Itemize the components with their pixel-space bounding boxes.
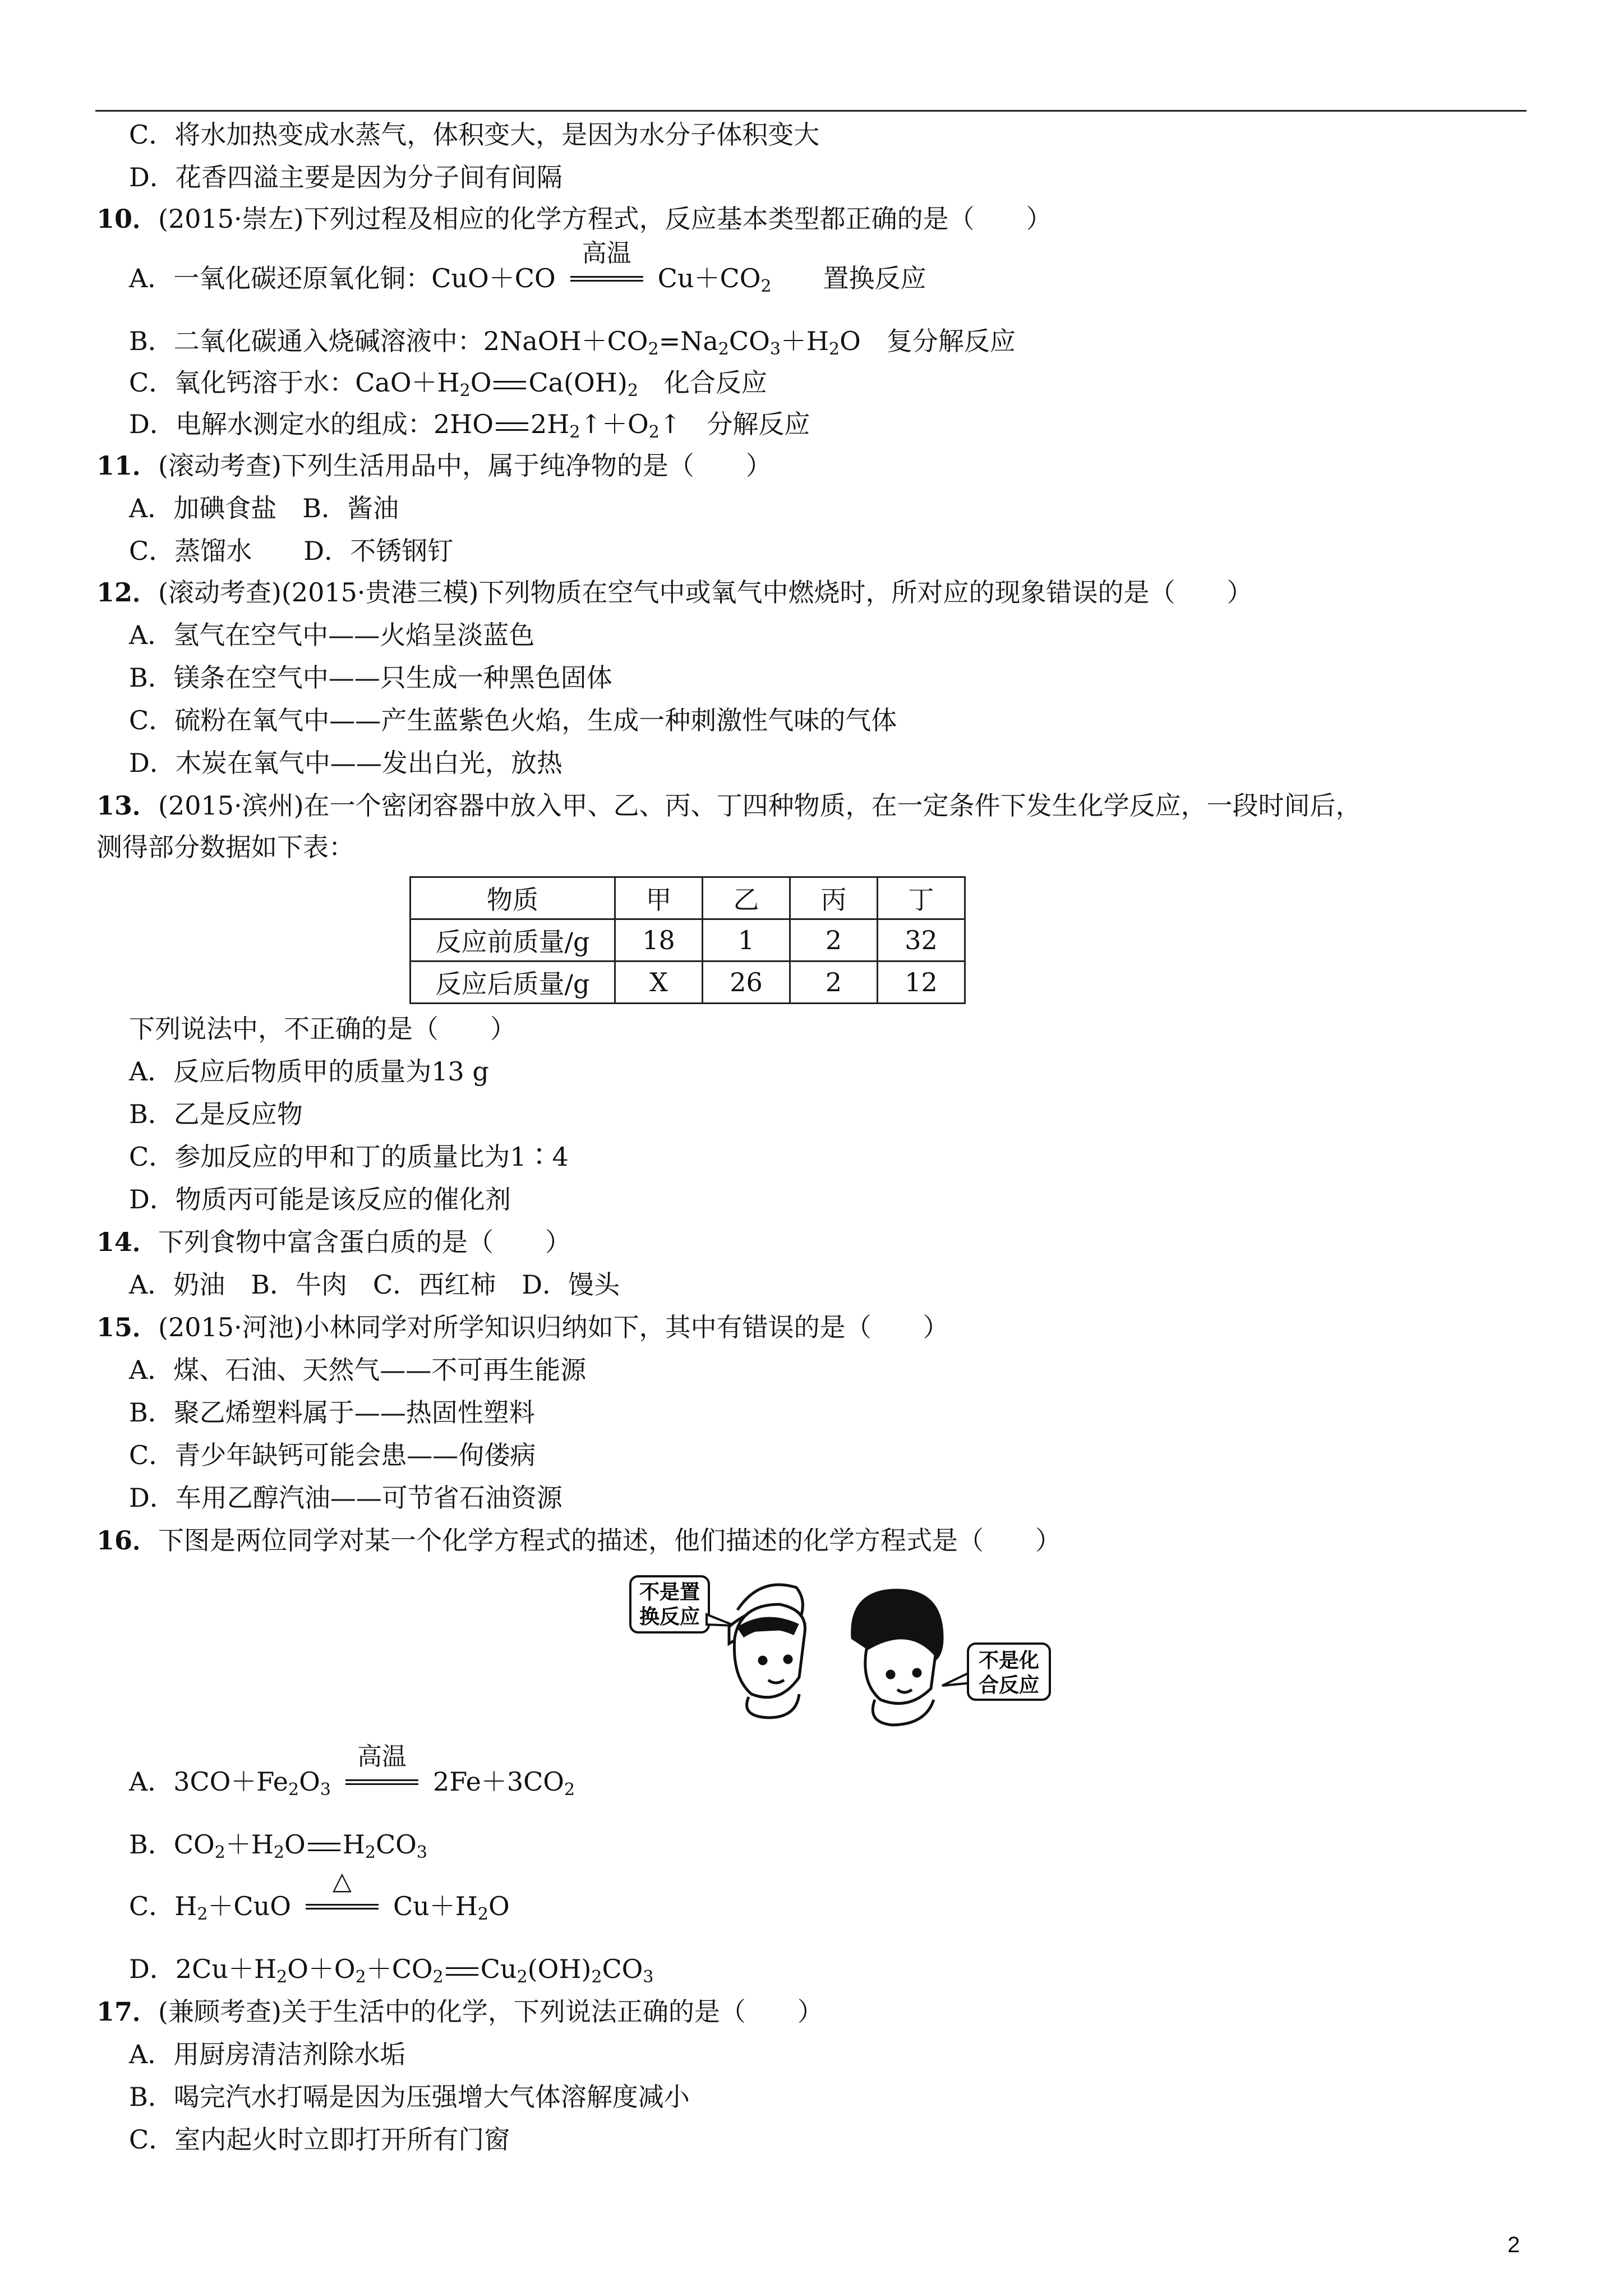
question-number: 14． [96,1227,159,1257]
q13-option-c: C．参加反应的甲和丁的质量比为1∶4 [129,1142,569,1172]
subscript: 2 [627,381,638,401]
subscript: 2 [477,1904,488,1924]
question-text: (2015·滨州)在一个密闭容器中放入甲、乙、丙、丁四种物质，在一定条件下发生化学反应，一段时间后， [158,790,1362,821]
formula-part: ＋H [225,1829,274,1860]
subscript: 2 [365,1843,376,1862]
question-number: 15． [96,1312,159,1342]
subscript: 2 [355,1967,366,1987]
q15-option-d: D．车用乙醇汽油——可节省石油资源 [129,1483,562,1513]
formula-part: O＋O [287,1954,356,1984]
q12-option-a: A．氢气在空气中——火焰呈淡蓝色 [129,620,535,650]
q16-option-d [129,1952,654,1986]
subscript: 2 [459,381,471,401]
question-16 [96,1524,1061,1557]
formula-part: ＋CuO [208,1891,291,1921]
formula-part: CO [602,1954,643,1984]
formula-part: O [284,1829,306,1860]
q15-option-c: C．青少年缺钙可能会患——佝偻病 [129,1440,536,1470]
bubble-text: 合反应 [978,1674,1040,1697]
formula-part: (OH) [527,1954,592,1984]
q17-option-a: A．用厨房清洁剂除水垢 [129,2039,406,2069]
equation-right: Cu＋CO [657,263,761,293]
left-student-icon [729,1585,805,1718]
condition-label: 高温 [357,1742,407,1771]
formula-part: O [299,1766,320,1797]
equals-sign [494,381,526,389]
subscript: 2 [569,422,580,442]
question-number: 12． [96,577,159,608]
formula-part: O [470,367,492,398]
q12-option-c: C．硫粉在氧气中——产生蓝紫色火焰，生成一种刺激性气味的气体 [129,705,897,735]
question-14 [96,1225,571,1259]
subscript: 2 [288,1780,299,1800]
equation-right: Cu＋H [393,1891,478,1921]
equation-left: A．3CO＋Fe [129,1766,289,1797]
question-text: 下图是两位同学对某一个化学方程式的描述，他们描述的化学方程式是（ ） [158,1525,1062,1556]
question-text: 下列食物中富含蛋白质的是（ ） [158,1227,571,1257]
q12-option-b: B．镁条在空气中——只生成一种黑色固体 [129,662,612,693]
q13-option-b: B．乙是反应物 [129,1099,303,1129]
equation-left: C．H [129,1891,197,1921]
subscript: 2 [829,339,840,359]
question-text: (滚动考查)下列生活用品中，属于纯净物的是（ ） [158,450,772,481]
reaction-type: 置换反应 [823,263,926,293]
question-text: (兼顾考查)关于生活中的化学，下列说法正确的是（ ） [158,1996,823,2027]
q13-option-d: D．物质丙可能是该反应的催化剂 [129,1184,511,1214]
condition-equals [345,1742,418,1801]
equation-right: Cu [480,1954,517,1984]
question-11 [96,449,772,482]
table-cell: 反应后质量/g [411,961,615,1004]
question-text: (2015·崇左)下列过程及相应的化学方程式，反应基本类型都正确的是（ ） [158,204,1052,234]
page-number: 2 [1507,2233,1520,2257]
question-15 [96,1310,949,1344]
table-row [411,919,965,961]
table-cell: 1 [703,919,790,961]
q9-option-d: D．花香四溢主要是因为分子间有间隔 [129,162,562,192]
q10-option-a [129,239,926,296]
q16-option-a [129,1742,575,1800]
table-header-cell: 丙 [790,877,878,919]
q11-options-cd: C．蒸馏水 D．不锈钢钉 [129,536,454,566]
table-header-cell: 乙 [703,877,790,919]
table-cell: 32 [878,919,965,961]
right-student-icon [852,1590,942,1725]
subscript: 2 [564,1780,575,1800]
equation-left: B．CO [129,1829,215,1860]
subscript: 2 [591,1967,602,1987]
table-header-cell: 丁 [878,877,965,919]
equation-left: D．2Cu＋H [129,1954,277,1984]
question-text: (滚动考查)(2015·贵港三模)下列物质在空气中或氧气中燃烧时，所对应的现象错误的是（ ） [158,577,1253,608]
formula-part: O [472,409,494,439]
subscript: 2 [276,1967,288,1987]
table-cell: 18 [615,919,703,961]
q10-option-b [129,324,1016,358]
question-number: 10． [96,204,159,234]
table-cell: 12 [878,961,965,1004]
condition-equals [570,239,643,297]
reaction-type: 化合反应 [663,367,767,398]
bubble-text: 不是置 [639,1581,700,1604]
subscript: 2 [718,339,729,359]
formula-part: ↑＋O [580,409,649,439]
condition-label: △ [333,1867,352,1895]
condition-label: 高温 [582,239,631,268]
q15-option-b: B．聚乙烯塑料属于——热固性塑料 [129,1397,535,1428]
q16-option-c [129,1867,510,1924]
question-number: 17． [96,1996,159,2027]
equation-right: H [342,1829,365,1860]
subscript: 2 [432,1967,444,1987]
table-header-row [411,877,965,919]
formula-part: CO [728,326,770,356]
question-12 [96,576,1253,609]
q16-option-b [129,1828,427,1861]
table-cell: 26 [703,961,790,1004]
question-13-continued: 测得部分数据如下表： [96,832,354,862]
question-number: 13． [96,790,159,821]
q17-option-b: B．喝完汽水打嗝是因为压强增大气体溶解度减小 [129,2082,690,2112]
formula-part: ＋H [780,326,829,356]
formula-part: CO [375,1829,417,1860]
equation-left: D．电解水测定水的组成：2H [129,409,473,439]
q13-prompt: 下列说法中，不正确的是（ ） [129,1014,516,1044]
question-number: 16． [96,1525,159,1556]
q14-options: A．奶油 B．牛肉 C．西红柿 D．馒头 [129,1269,620,1300]
right-speech-bubble [942,1644,1050,1700]
equation-left: C．氧化钙溶于水：CaO＋H [129,367,460,398]
question-text: (2015·河池)小林同学对所学知识归纳如下，其中有错误的是（ ） [158,1312,949,1342]
subscript: 2 [648,339,659,359]
equation-right: Ca(OH) [528,367,628,398]
equation-left: B．二氧化碳通入烧碱溶液中：2NaOH＋CO [129,326,648,356]
equation-left: A．一氧化碳还原氧化铜：CuO＋CO [129,263,556,293]
question-number: 11． [96,450,159,481]
q10-option-d [129,407,810,441]
formula-part: O [488,1891,510,1921]
subscript: 3 [769,339,781,359]
q12-option-d: D．木炭在氧气中——发出白光，放热 [129,748,562,778]
bubble-text: 换反应 [639,1605,700,1628]
subscript: 3 [320,1780,331,1800]
q10-option-c [129,366,767,399]
subscript: 2 [197,1904,208,1924]
subscript: 3 [643,1967,654,1987]
table-row [411,961,965,1004]
reaction-type: O 复分解反应 [840,326,1016,356]
equation-right: 2Fe＋3CO [432,1766,565,1797]
bubble-text: 不是化 [978,1649,1040,1672]
equation-right: =Na [658,326,718,356]
question-10 [96,202,1052,236]
q11-options-ab: A．加碘食盐 B．酱油 [129,493,399,523]
table-header-cell: 物质 [411,877,615,919]
condition-equals [306,1867,379,1925]
question-17 [96,1995,823,2028]
q15-option-a: A．煤、石油、天然气——不可再生能源 [129,1355,587,1385]
table-cell: 2 [790,961,878,1004]
reaction-type: ↑ 分解反应 [659,409,810,439]
table-header-cell: 甲 [615,877,703,919]
subscript: 2 [760,277,772,296]
question-13 [96,789,1362,822]
equation-right: 2H [530,409,570,439]
subscript: 2 [214,1843,225,1862]
equals-sign [496,422,528,431]
left-speech-bubble [630,1576,735,1632]
equals-sign [446,1967,478,1976]
subscript: 3 [416,1843,427,1862]
header-rule [95,110,1527,112]
equals-sign [308,1843,340,1851]
subscript: 2 [648,422,660,442]
q17-option-c: C．室内起火时立即打开所有门窗 [129,2124,510,2155]
table-cell: 反应前质量/g [411,919,615,961]
q9-option-c: C．将水加热变成水蒸气，体积变大，是因为水分子体积变大 [129,119,820,150]
q13-option-a: A．反应后物质甲的质量为13 g [129,1056,489,1087]
subscript: 2 [273,1843,285,1862]
subscript: 2 [517,1967,528,1987]
formula-part: ＋CO [366,1954,433,1984]
students-cartoon [628,1571,1054,1733]
table-cell: 2 [790,919,878,961]
mass-data-table [409,876,966,1004]
table-cell: X [615,961,703,1004]
